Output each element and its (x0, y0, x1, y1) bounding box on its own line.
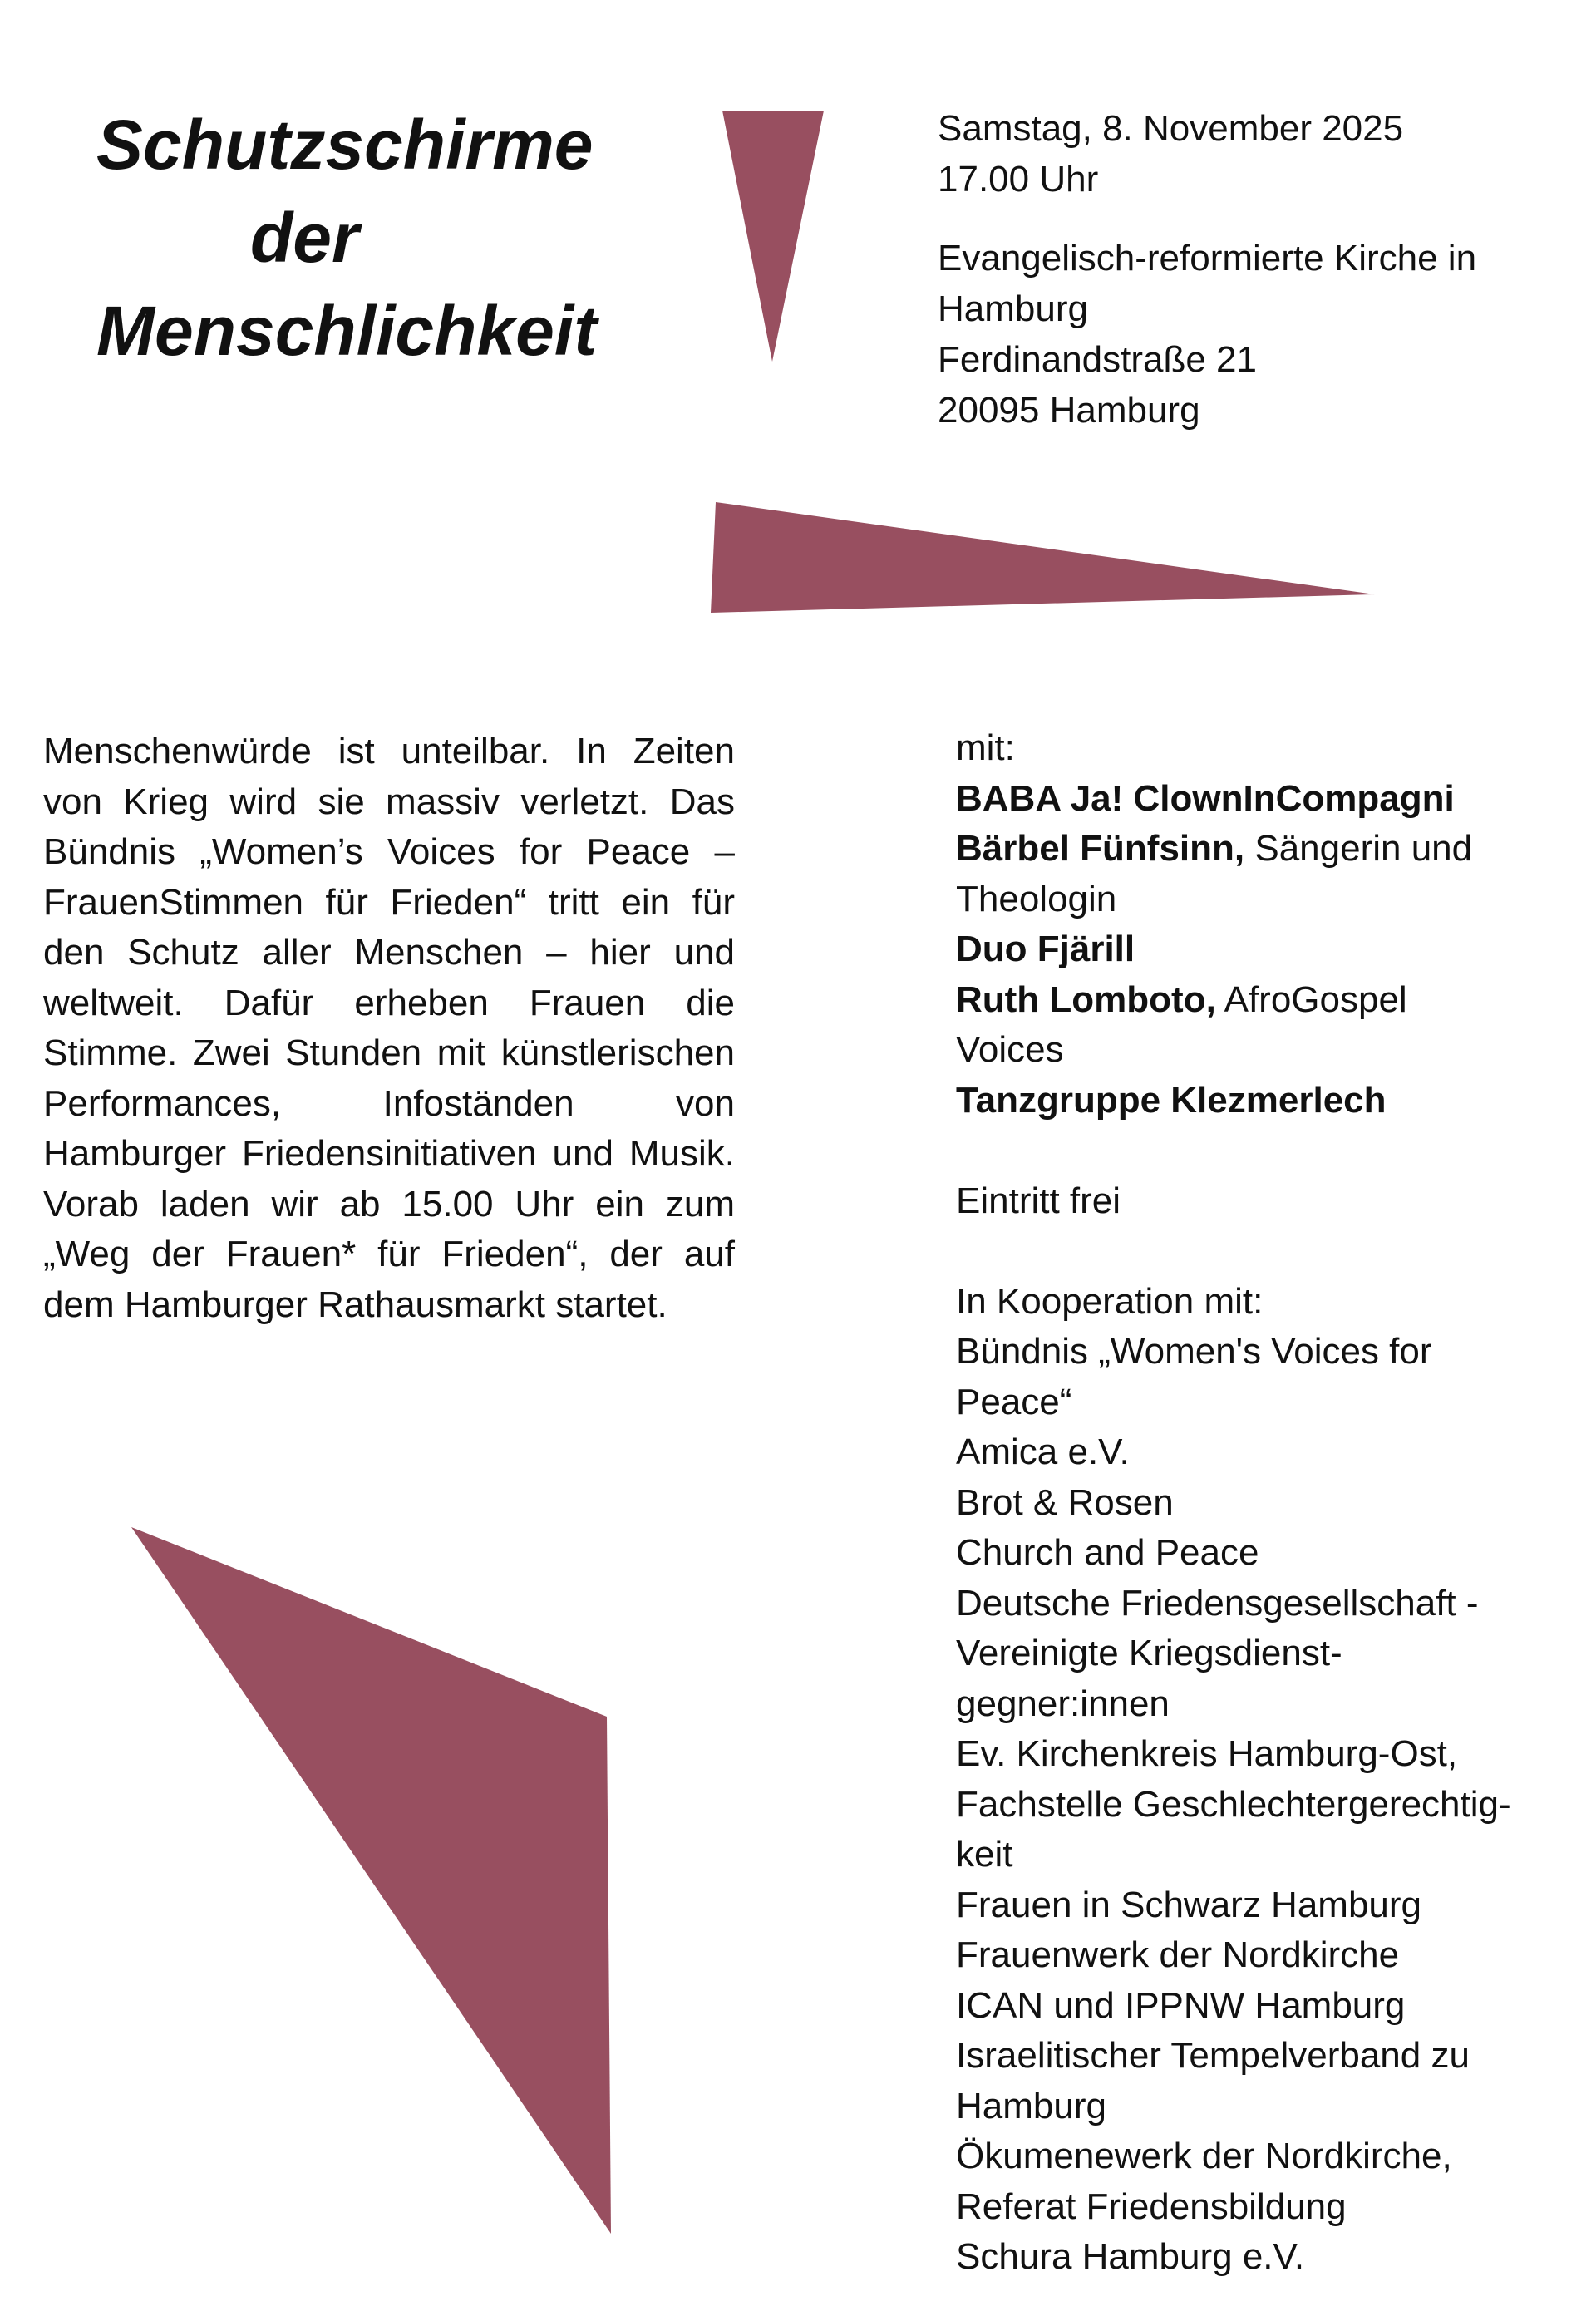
cooperation-line: Frauen in Schwarz Hamburg (956, 1884, 1422, 1925)
cooperation-line: keit (956, 1834, 1013, 1875)
cooperation-line: Church and Peace (956, 1532, 1259, 1573)
performer-1: BABA Ja! ClownInCompagni (956, 777, 1455, 819)
event-street: Ferdinandstraße 21 (938, 339, 1257, 380)
cooperation-line: Hamburg (956, 2085, 1106, 2126)
page-title (96, 98, 678, 377)
title-line-1: Schutzschirme (96, 106, 594, 184)
cooperation-line: Peace“ (956, 1381, 1072, 1422)
performer-5: Tanzgruppe Klezmerlech (956, 1079, 1387, 1121)
cooperation-line: ICAN und IPPNW Hamburg (956, 1984, 1406, 2026)
cooperation-line: Frauenwerk der Nordkirche (956, 1934, 1400, 1975)
title-line-2: der (250, 199, 359, 277)
program-column (956, 723, 1579, 2283)
cooperation-line: Amica e.V. (956, 1432, 1130, 1472)
performer-2: Bärbel Fünfsinn, (956, 828, 1245, 869)
performers-heading: mit: (956, 727, 1015, 768)
performer-4-role-cont: Voices (956, 1029, 1064, 1070)
event-date: Samstag, 8. November 2025 (938, 108, 1404, 149)
performer-4: Ruth Lomboto, (956, 978, 1216, 1020)
event-city: 20095 Hamburg (938, 390, 1200, 431)
performer-4-role: AfroGospel (1215, 978, 1407, 1020)
event-info (938, 103, 1569, 436)
triangle-top-icon (715, 108, 831, 366)
title-line-3: Menschlichkeit (96, 292, 598, 370)
cooperation-line: gegner:innen (956, 1683, 1170, 1724)
intro-paragraph: Menschenwürde ist unteilbar. In Zeiten von Krieg wird sie massiv verletzt. Das Bündnis „Women’s Voices for Peace – FrauenStimmen für Frieden“ tritt ein für den Schutz aller Menschen – hier und weltweit. Dafür erheben Frauen die Stimme. Zwei Stunden mit künstlerischen Performances, Infoständen von Hamburger Friedensinitiativen und Musik. Vorab laden wir ab 15.00 Uhr ein zum „Weg der Frauen* für Frieden“, der auf dem Hamburger Rathausmarkt startet. (43, 731, 735, 1325)
triangle-middle-icon (711, 499, 1376, 615)
event-venue-line-1: Evangelisch-reformierte Kirche in (938, 238, 1477, 278)
event-venue-line-2: Hamburg (938, 288, 1088, 329)
cooperation-list (956, 1327, 1579, 2283)
cooperation-line: Ökumenewerk der Nordkirche, (956, 2136, 1452, 2176)
cooperation-heading: In Kooperation mit: (956, 1280, 1264, 1322)
admission-text: Eintritt frei (956, 1180, 1121, 1221)
performer-2-role: Sängerin und (1244, 828, 1473, 869)
cooperation-line: Ev. Kirchenkreis Hamburg-Ost, (956, 1733, 1458, 1774)
performer-2-role-cont: Theologin (956, 878, 1117, 919)
cooperation-line: Vereinigte Kriegsdienst- (956, 1633, 1342, 1673)
triangle-bottom-icon (129, 1525, 619, 2240)
cooperation-line: Bündnis „Women's Voices for (956, 1331, 1432, 1372)
cooperation-line: Schura Hamburg e.V. (956, 2236, 1305, 2277)
event-time: 17.00 Uhr (938, 159, 1099, 200)
cooperation-line: Israelitischer Tempelverband zu (956, 2035, 1470, 2076)
cooperation-line: Fachstelle Geschlechtergerechtig- (956, 1783, 1511, 1825)
performer-3: Duo Fjärill (956, 929, 1135, 969)
cooperation-line: Referat Friedensbildung (956, 2185, 1347, 2227)
cooperation-line: Deutsche Friedensgesellschaft - (956, 1582, 1479, 1624)
cooperation-line: Brot & Rosen (956, 1481, 1174, 1523)
